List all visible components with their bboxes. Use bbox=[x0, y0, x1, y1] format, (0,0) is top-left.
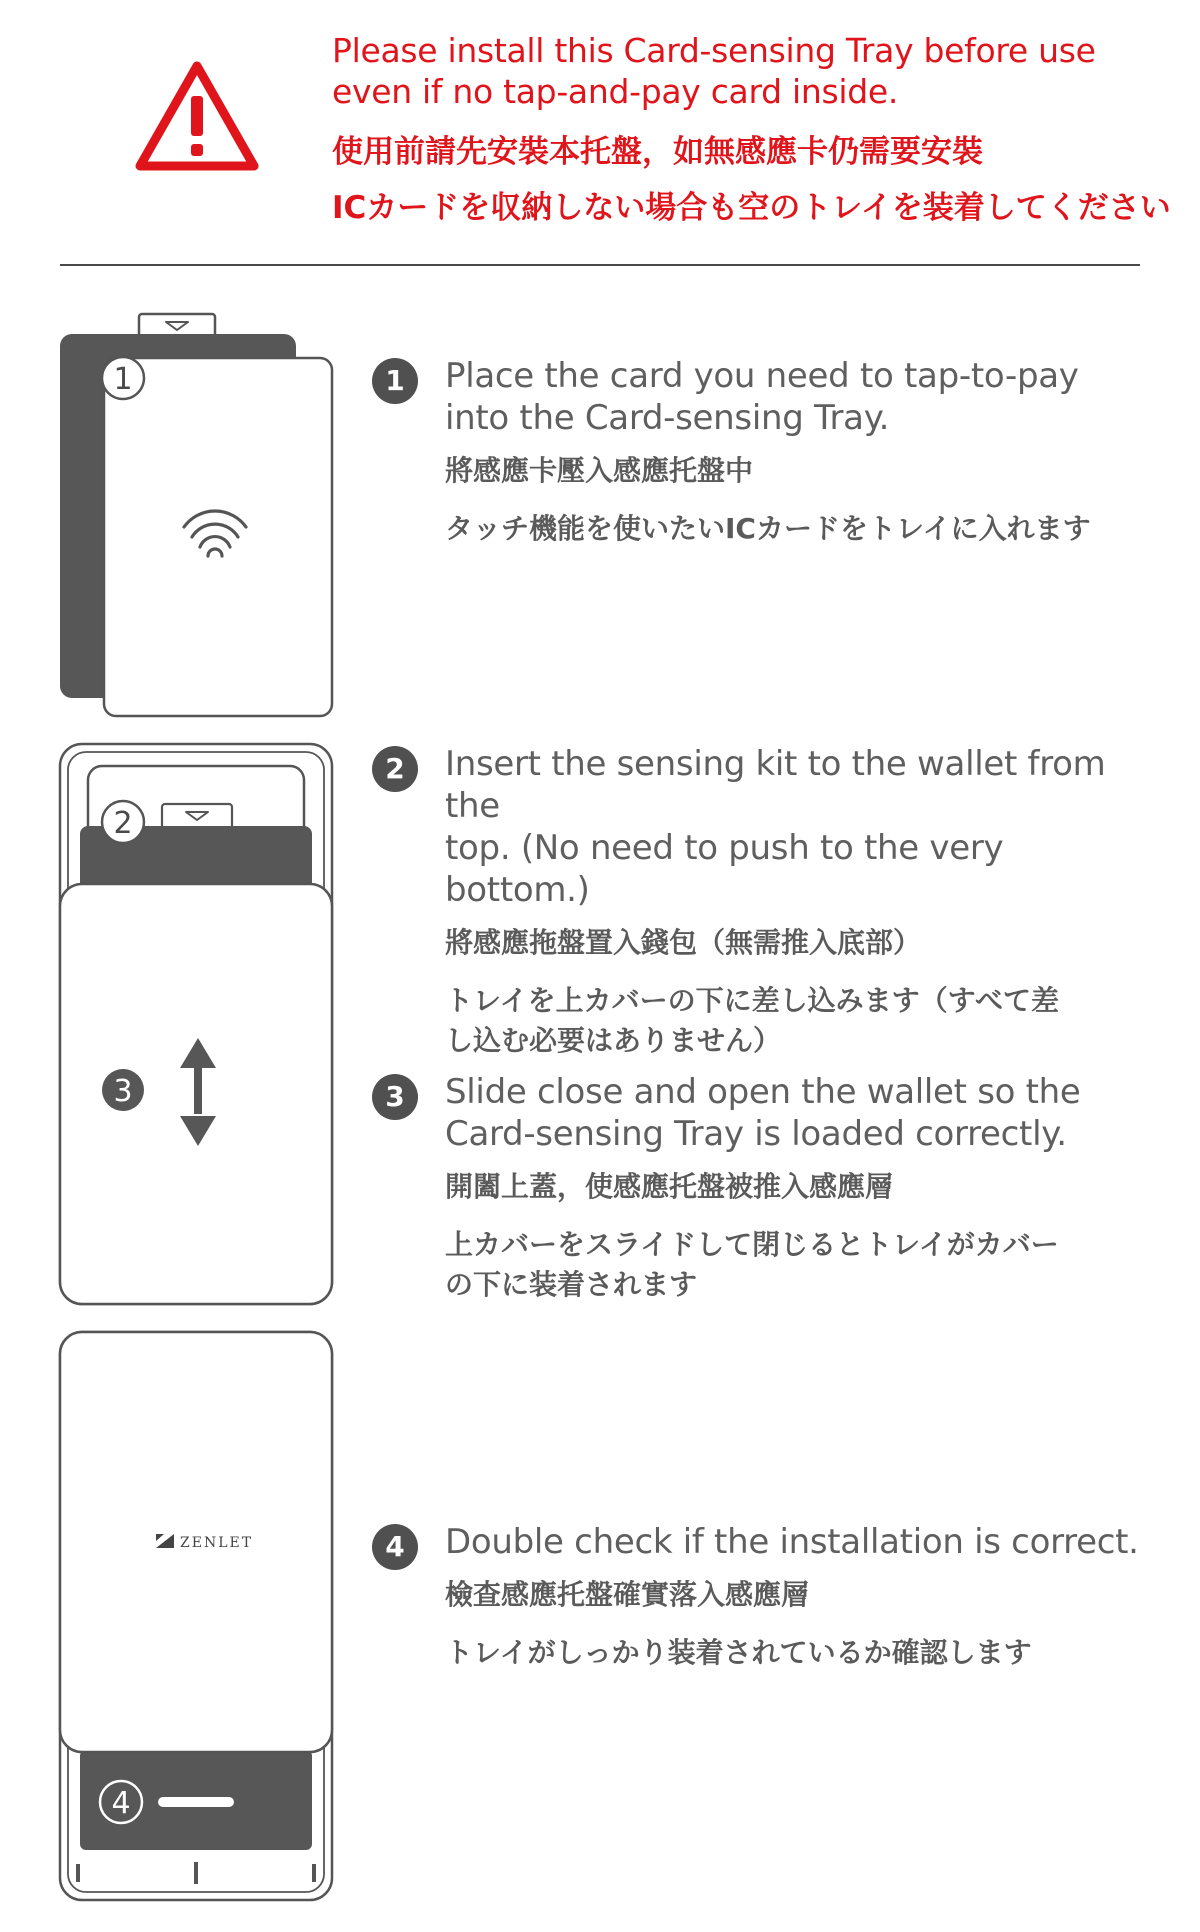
step-2-ja-line-1: トレイを上カバーの下に差し込みます（すべて差 bbox=[445, 984, 1060, 1017]
step-2-en-line-1: Insert the sensing kit to the wallet from the bbox=[445, 744, 1106, 826]
step-1-zh: 將感應卡壓入感應托盤中 bbox=[445, 454, 754, 487]
illustration-label-2: 2 bbox=[113, 806, 133, 841]
step-3-en-line-1: Slide close and open the wallet so the bbox=[445, 1072, 1081, 1112]
brand-text: ZENLET bbox=[180, 1535, 254, 1551]
illustration-1-card-into-tray bbox=[60, 314, 332, 716]
step-2-zh: 將感應拖盤置入錢包（無需推入底部） bbox=[445, 926, 922, 959]
step-2-en-line-2: top. (No need to push to the very bottom.) bbox=[445, 828, 1004, 910]
step-3-number-badge: 3 bbox=[372, 1074, 418, 1120]
step-4-number-badge: 4 bbox=[372, 1524, 418, 1570]
warning-text-en-line-2: even if no tap-and-pay card inside. bbox=[332, 72, 899, 111]
step-2-text bbox=[445, 743, 1145, 1061]
step-2-number-badge: 2 bbox=[372, 746, 418, 792]
step-1-text bbox=[445, 355, 1145, 549]
step-1-number-badge: 1 bbox=[372, 358, 418, 404]
warning-text-ja: ICカードを収納しない場合も空のトレイを装着してください bbox=[332, 190, 1171, 226]
step-4-text bbox=[445, 1521, 1145, 1673]
illustration-4-closed-wallet bbox=[60, 1332, 332, 1900]
step-3-en-line-2: Card-sensing Tray is loaded correctly. bbox=[445, 1114, 1067, 1154]
illustration-label-3: 3 bbox=[113, 1074, 133, 1109]
illustration-label-1: 1 bbox=[113, 362, 133, 397]
installation-illustrations bbox=[0, 0, 360, 1932]
illustration-2-3-wallet bbox=[60, 744, 332, 1304]
tray-handle bbox=[158, 1797, 234, 1807]
step-3-ja-line-2: の下に装着されます bbox=[445, 1268, 698, 1301]
warning-text-zh: 使用前請先安裝本托盤，如無感應卡仍需要安裝 bbox=[332, 134, 983, 170]
illustration-label-4: 4 bbox=[111, 1786, 131, 1821]
step-2-ja-line-2: し込む必要はありません） bbox=[445, 1024, 782, 1057]
step-1-ja: タッチ機能を使いたいICカードをトレイに入れます bbox=[445, 512, 1091, 545]
step-1-en-line-1: Place the card you need to tap-to-pay bbox=[445, 356, 1079, 396]
step-3-zh: 開闔上蓋，使感應托盤被推入感應層 bbox=[445, 1170, 894, 1203]
step-1-en-line-2: into the Card-sensing Tray. bbox=[445, 398, 890, 438]
step-4-zh: 檢查感應托盤確實落入感應層 bbox=[445, 1578, 810, 1611]
step-4-en-line-1: Double check if the installation is correct. bbox=[445, 1522, 1139, 1562]
step-3-text bbox=[445, 1071, 1145, 1305]
warning-text-en-line-1: Please install this Card-sensing Tray before use bbox=[332, 31, 1096, 70]
step-4-ja: トレイがしっかり装着されているか確認します bbox=[445, 1636, 1032, 1669]
step-3-ja-line-1: 上カバーをスライドして閉じるとトレイがカバー bbox=[445, 1228, 1059, 1261]
